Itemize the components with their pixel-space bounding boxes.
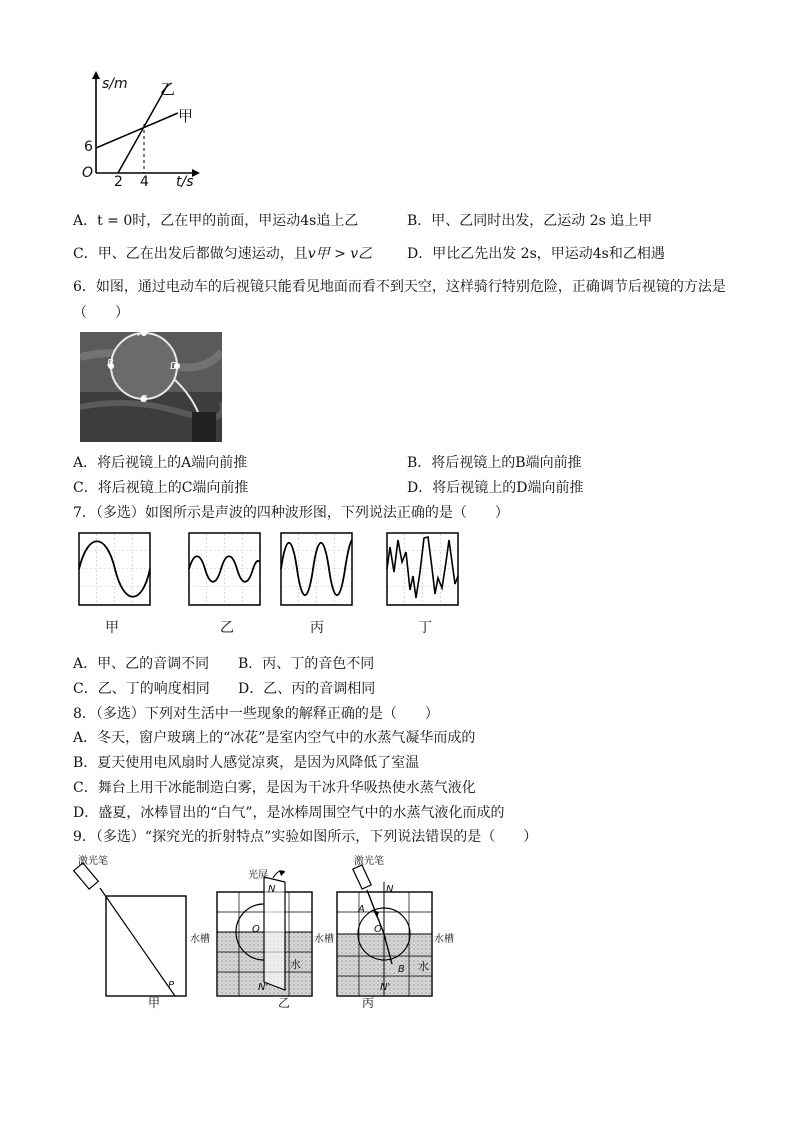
q5-option-c-text: C．甲、乙在出发后都做匀速运动，且 — [73, 246, 308, 262]
q9-stem: 9．（多选）“探究光的折射特点”实验如图所示，下列说法错误的是（ ） — [73, 829, 538, 845]
q7-option-d: D．乙、丙的音调相同 — [238, 681, 376, 697]
fig-bing-laser-label: 激光笔 — [354, 856, 384, 867]
wave-label-jia: 甲 — [105, 620, 119, 636]
fig-bing-a-label: A — [358, 904, 365, 915]
fig-jia-tank-label: 水槽 — [190, 934, 210, 945]
q5-option-c-math: v甲 > v乙 — [307, 246, 373, 262]
q5-option-a: A．t = 0时，乙在甲的前面，甲运动4s追上乙 — [73, 213, 359, 229]
x-mark-2: 2 — [114, 174, 123, 190]
q7-option-a: A．甲、乙的音调不同 — [73, 656, 210, 672]
q6-blank: （ ） — [73, 305, 129, 321]
refraction-figures — [72, 852, 452, 1012]
st-graph — [80, 68, 230, 193]
origin-label: O — [82, 165, 94, 181]
fig-jia-caption: 甲 — [148, 996, 161, 1010]
figure-yi — [217, 870, 312, 996]
q7-option-b: B．丙、丁的音色不同 — [238, 656, 375, 672]
q7-option-c: C．乙、丁的响度相同 — [73, 681, 210, 697]
y-mark-6: 6 — [84, 139, 93, 155]
q7-stem: 7．（多选）如图所示是声波的四种波形图，下列说法正确的是（ ） — [73, 505, 509, 521]
waveforms — [78, 532, 468, 610]
wave-label-bing: 丙 — [310, 620, 324, 636]
q8-option-c: C．舞台上用干冰能制造白雾，是因为干冰升华吸热使水蒸气液化 — [73, 780, 476, 796]
q6-option-d: D．将后视镜上的D端向前推 — [407, 480, 584, 496]
fig-yi-tank-label: 水槽 — [314, 934, 334, 945]
mirror-label-b: B — [107, 358, 114, 369]
q8-stem: 8．（多选）下列对生活中一些现象的解释正确的是（ ） — [73, 706, 439, 722]
wave-yi — [189, 533, 260, 605]
fig-bing-tank-label: 水槽 — [434, 934, 454, 945]
x-axis-label: t/s — [176, 174, 194, 190]
wave-label-ding: 丁 — [418, 620, 432, 636]
q6-option-b: B．将后视镜上的B端向前推 — [407, 455, 582, 471]
wave-ding — [387, 533, 458, 605]
fig-bing-water-label: 水 — [418, 960, 429, 973]
q5-option-d: D．甲比乙先出发 2s，甲运动4s和乙相遇 — [407, 246, 665, 262]
mirror-label-c: C — [140, 394, 147, 405]
mirror-label-a: A — [138, 328, 145, 339]
q5-option-c — [73, 243, 372, 263]
fig-yi-screen-label: 光屏 — [248, 870, 268, 881]
fig-yi-o-label: O — [252, 924, 260, 935]
fig-bing-o-label: O — [374, 924, 382, 935]
q8-option-a: A．冬天，窗户玻璃上的“冰花”是室内空气中的水蒸气凝华而成的 — [73, 730, 476, 746]
wave-label-yi: 乙 — [220, 620, 234, 636]
line-yi-label: 乙 — [160, 80, 176, 98]
q5-option-b: B．甲、乙同时出发，乙运动 2s 追上甲 — [407, 213, 653, 229]
q8-option-d: D．盛夏，冰棒冒出的“白气”，是冰棒周围空气中的水蒸气液化而成的 — [73, 805, 505, 821]
fig-yi-n-label: N — [268, 884, 276, 895]
fig-bing-b-label: B — [398, 964, 405, 975]
wave-jia — [79, 533, 150, 605]
mirror-photo — [80, 328, 222, 442]
y-axis-label: s/m — [102, 76, 128, 92]
x-mark-4: 4 — [140, 174, 149, 190]
q6-stem: 6．如图，通过电动车的后视镜只能看见地面而看不到天空，这样骑行特别危险，正确调节后视镜的方法是 — [73, 279, 726, 295]
fig-bing-caption: 丙 — [362, 996, 375, 1010]
q6-option-a: A．将后视镜上的A端向前推 — [73, 455, 248, 471]
mirror-label-d: D — [170, 361, 178, 372]
figure-jia — [74, 863, 186, 996]
q6-option-c: C．将后视镜上的C端向前推 — [73, 480, 249, 496]
wave-bing — [281, 533, 352, 605]
fig-bing-n2-label: N' — [380, 982, 391, 993]
fig-yi-caption: 乙 — [278, 996, 291, 1010]
fig-yi-n2-label: N' — [258, 982, 269, 993]
q8-option-b: B．夏天使用电风扇时人感觉凉爽，是因为风降低了室温 — [73, 755, 420, 771]
figure-bing — [337, 865, 432, 996]
line-jia-label: 甲 — [178, 107, 194, 125]
fig-jia-p-label: P — [168, 980, 175, 991]
fig-yi-water-label: 水 — [290, 958, 301, 971]
fig-bing-n-label: N — [386, 884, 394, 895]
fig-jia-laser-label: 激光笔 — [78, 856, 108, 867]
